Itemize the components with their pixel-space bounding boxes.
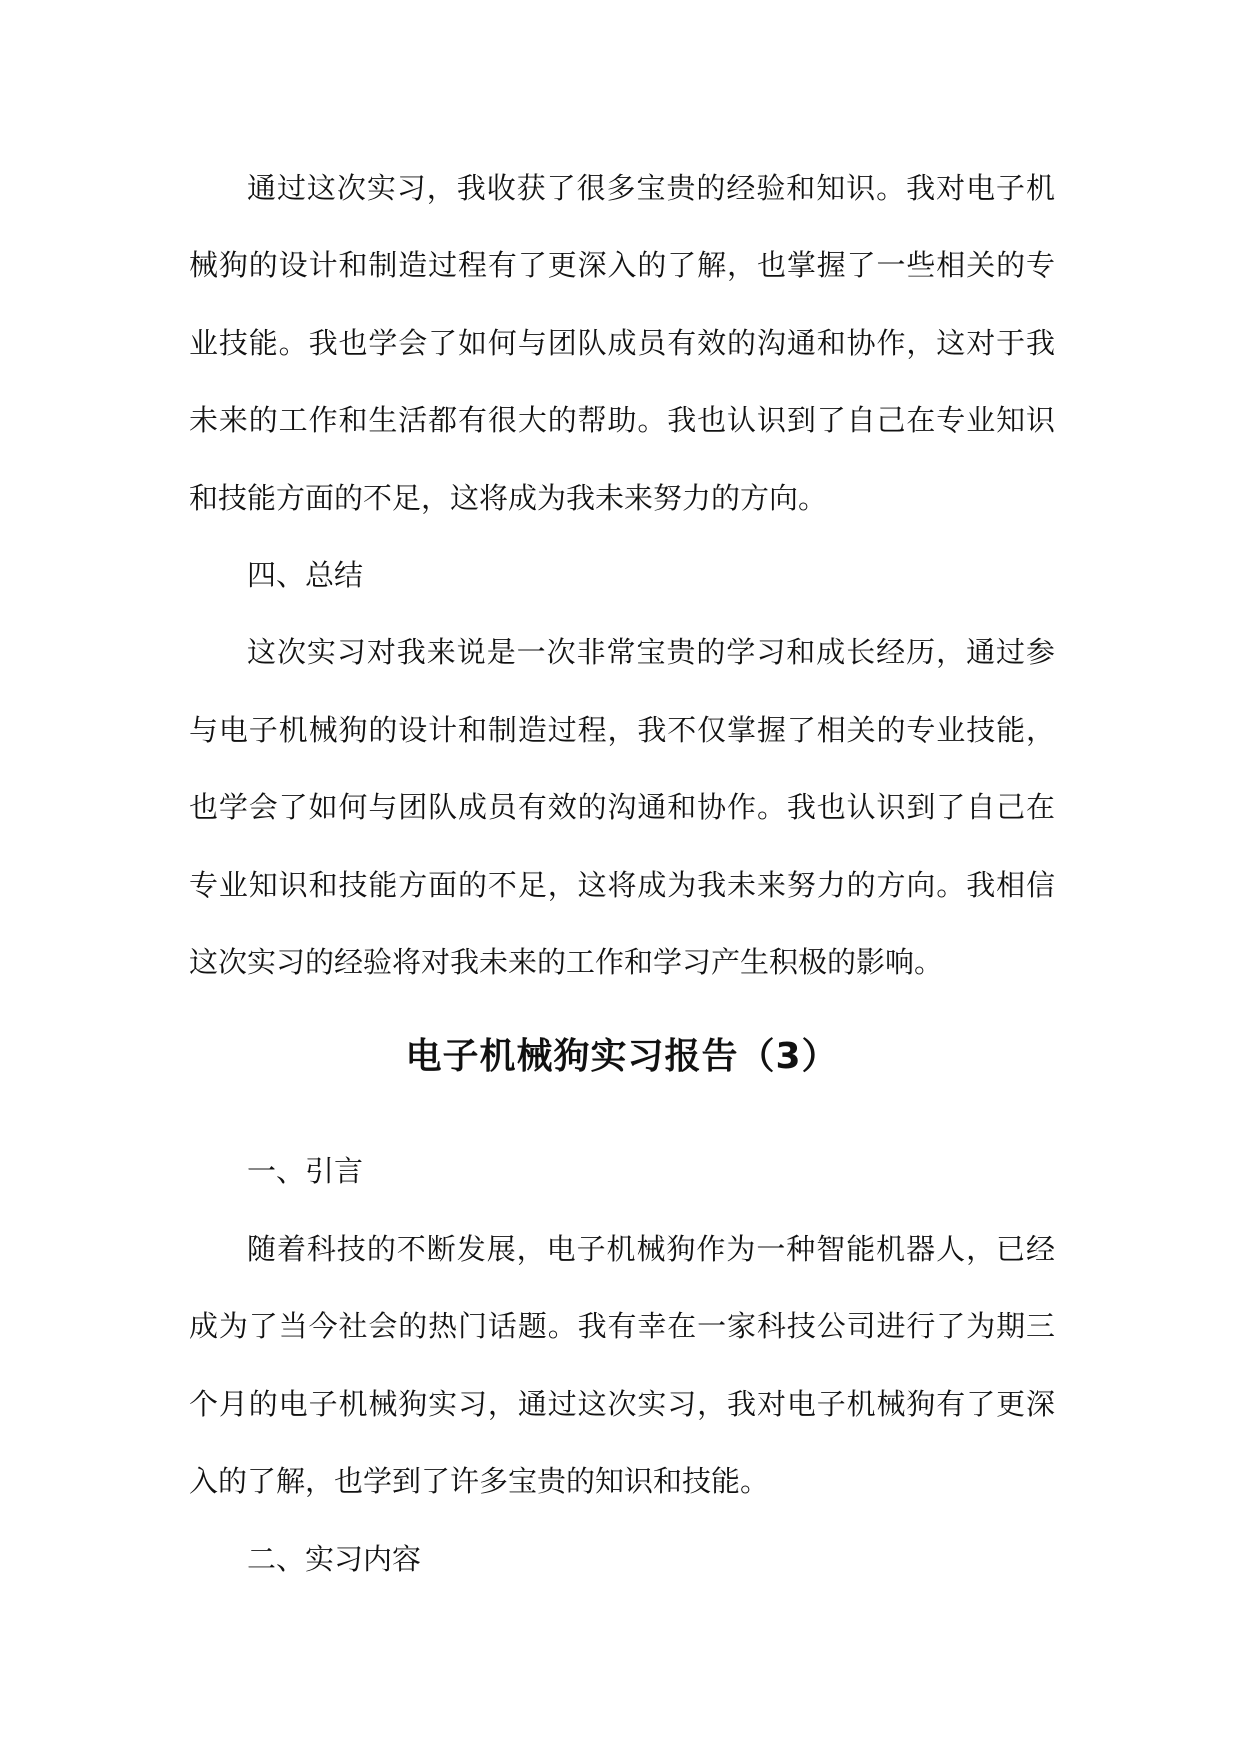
paragraph-intro: 随着科技的不断发展，电子机械狗作为一种智能机器人，已经成为了当今社会的热门话题。我有幸在一家科技公司进行了为期三个月的电子机械狗实习，通过这次实习，我对电子机械狗有了更深入的了解，也学到了许多宝贵的知识和技能。 xyxy=(189,1231,1055,1499)
section-heading-intro: 一、引言 xyxy=(247,1154,364,1189)
spacer xyxy=(189,1081,1055,1133)
document-body xyxy=(189,150,1055,1598)
section-heading-content: 二、实习内容 xyxy=(247,1541,422,1576)
paragraph-summary: 这次实习对我来说是一次非常宝贵的学习和成长经历，通过参与电子机械狗的设计和制造过程，我不仅掌握了相关的专业技能，也学会了如何与团队成员有效的沟通和协作。我也认识到了自己在专业知识和技能方面的不足，这将成为我未来努力的方向。我相信这次实习的经验将对我未来的工作和学习产生积极的影响。 xyxy=(189,635,1055,980)
spacer xyxy=(189,1001,1055,1033)
report-title: 电子机械狗实习报告（3） xyxy=(405,1036,839,1078)
section-heading-summary: 四、总结 xyxy=(247,558,364,593)
paragraph-experience: 通过这次实习，我收获了很多宝贵的经验和知识。我对电子机械狗的设计和制造过程有了更深入的了解，也掌握了一些相关的专业技能。我也学会了如何与团队成员有效的沟通和协作，这对于我未来的工作和生活都有很大的帮助。我也认识到了自己在专业知识和技能方面的不足，这将成为我未来努力的方向。 xyxy=(189,171,1055,515)
